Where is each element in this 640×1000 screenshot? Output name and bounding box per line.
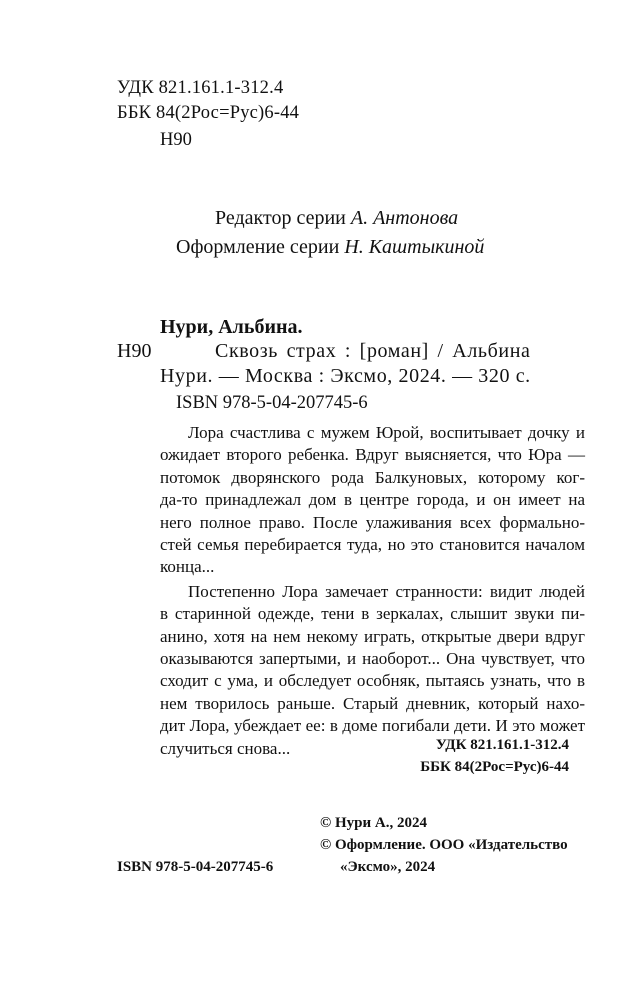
author-mark: Н90 (117, 340, 152, 362)
annotation-line: Лора счастлива с мужем Юрой, воспитывает дочку и (188, 423, 585, 442)
series-design-name: Н. Каштыкиной (344, 236, 485, 258)
bbk-code-top: ББК 84(2Рос=Рус)6-44 (117, 103, 300, 123)
copyright-author: © Нури А., 2024 (320, 815, 427, 831)
series-editor-role: Редактор серии (215, 207, 346, 229)
series-editor-line (215, 207, 458, 230)
annotation-line: Постепенно Лора замечает странности: видит людей (188, 581, 585, 601)
annotation-line: стей семья перебирается туда, но это становится началом (160, 535, 585, 555)
annotation (160, 422, 585, 760)
annotation-line: конца... (160, 557, 215, 577)
udk-code-bottom: УДК 821.161.1-312.4 (435, 737, 569, 753)
bbk-code-bottom: ББК 84(2Рос=Рус)6-44 (420, 759, 569, 775)
annotation-line: ожидает второго ребенка. Вдруг выясняется, что Юра — (160, 445, 585, 465)
annotation-line: него полное право. После улаживания всех формально- (160, 512, 585, 532)
udk-code-top: УДК 821.161.1-312.4 (117, 78, 284, 98)
isbn-bottom: ISBN 978-5-04-207745-6 (117, 859, 274, 875)
annotation-line: в старинной одежде, тени в зеркалах, слышит звуки пи- (160, 604, 585, 624)
isbn-description: ISBN 978-5-04-207745-6 (176, 393, 368, 413)
annotation-line: нем творилось раньше. Старый дневник, который нахо- (160, 693, 585, 713)
annotation-line: случиться снова... (160, 738, 291, 758)
series-design-role: Оформление серии (176, 236, 340, 258)
annotation-line: да-то принадлежал дом в центре города, и он имеет на (160, 490, 585, 510)
annotation-line: оказываются запертыми, и наоборот... Она чувствует, что (160, 649, 585, 669)
bibliographic-line-2: Нури. — Москва : Эксмо, 2024. — 320 с. (160, 365, 531, 387)
bibliographic-line-1: Сквозь страх : [роман] / Альбина (215, 340, 531, 362)
series-design-line (176, 236, 484, 259)
annotation-line: потомок дворянского рода Балкуновых, которому ког- (160, 467, 585, 487)
author-mark-top: Н90 (160, 130, 192, 150)
copyright-design: © Оформление. ООО «Издательство (320, 837, 568, 853)
annotation-line: анино, хотя на нем некому играть, открытые двери вдруг (160, 626, 585, 646)
author-heading: Нури, Альбина. (160, 316, 303, 338)
annotation-line: дит Лора, убеждает ее: в доме погибали дети. И это может (160, 716, 585, 736)
copyright-design-continued: «Эксмо», 2024 (340, 859, 436, 875)
series-editor-name: А. Антонова (350, 207, 459, 229)
annotation-line: сходит с ума, и обследует особняк, пытаясь узнать, что в (160, 671, 585, 691)
